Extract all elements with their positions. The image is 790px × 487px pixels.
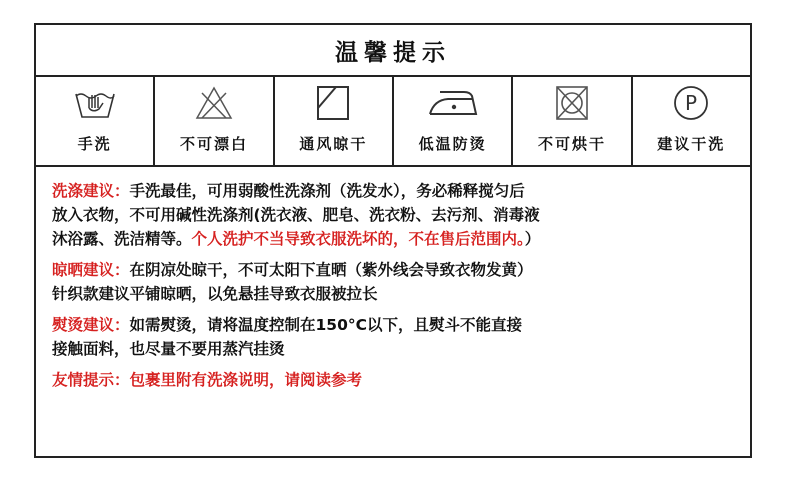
care-cell-dry-clean — [633, 77, 750, 165]
care-label: 通风晾干 — [299, 135, 368, 153]
care-icons-row — [36, 77, 750, 167]
wash-warning: 个人洗护不当导致衣服洗坏的，不在售后范围内。 — [191, 230, 525, 248]
dry-line-2: 针织款建议平铺晾晒，以免悬挂导致衣服被拉长 — [52, 285, 378, 303]
iron-line-1: 如需熨烫，请将温度控制在150°C以下，且熨斗不能直接 — [129, 316, 522, 334]
wash-line-2: 放入衣物，不可用碱性洗涤剂(洗衣液、肥皂、洗衣粉、去污剂、消毒液 — [52, 206, 540, 224]
care-cell-low-iron — [394, 77, 513, 165]
hand-wash-icon — [73, 86, 117, 120]
dry-line-1: 在阴凉处晾干，不可太阳下直晒（紫外线会导致衣物发黄） — [129, 261, 533, 279]
care-instructions-card — [34, 23, 752, 458]
iron-line-2: 接触面料，也尽量不要用蒸汽挂烫 — [52, 340, 285, 358]
low-iron-icon — [426, 88, 480, 118]
friendly-tip: 友情提示：包裹里附有洗涤说明，请阅读参考 — [52, 371, 363, 389]
care-label: 手洗 — [77, 135, 112, 153]
care-label: 不可烘干 — [537, 135, 606, 153]
care-label: 不可漂白 — [179, 135, 248, 153]
card-title: 温馨提示 — [36, 25, 750, 77]
care-cell-no-bleach — [155, 77, 274, 165]
dry-section — [52, 258, 750, 306]
iron-heading: 熨烫建议： — [52, 316, 130, 334]
wash-line-3-end: ） — [524, 230, 541, 248]
care-label: 建议干洗 — [657, 135, 726, 153]
shade-dry-icon — [313, 84, 353, 122]
care-label: 低温防烫 — [418, 135, 487, 153]
care-cell-shade-dry — [275, 77, 394, 165]
dry-clean-p-icon — [671, 83, 711, 123]
wash-section — [52, 179, 750, 251]
instructions-body — [36, 167, 750, 392]
dry-heading: 晾晒建议： — [52, 261, 130, 279]
care-cell-no-tumble-dry — [513, 77, 632, 165]
wash-line-3: 沐浴露、洗洁精等。 — [52, 230, 192, 248]
wash-line-1: 手洗最佳，可用弱酸性洗涤剂（洗发水），务必稀释搅匀后 — [129, 182, 525, 200]
iron-section — [52, 313, 750, 361]
care-cell-hand-wash — [36, 77, 155, 165]
wash-heading: 洗涤建议： — [52, 182, 130, 200]
no-tumble-dry-icon — [552, 84, 592, 122]
no-bleach-icon — [194, 85, 234, 121]
dry-clean-letter: P — [685, 91, 698, 115]
